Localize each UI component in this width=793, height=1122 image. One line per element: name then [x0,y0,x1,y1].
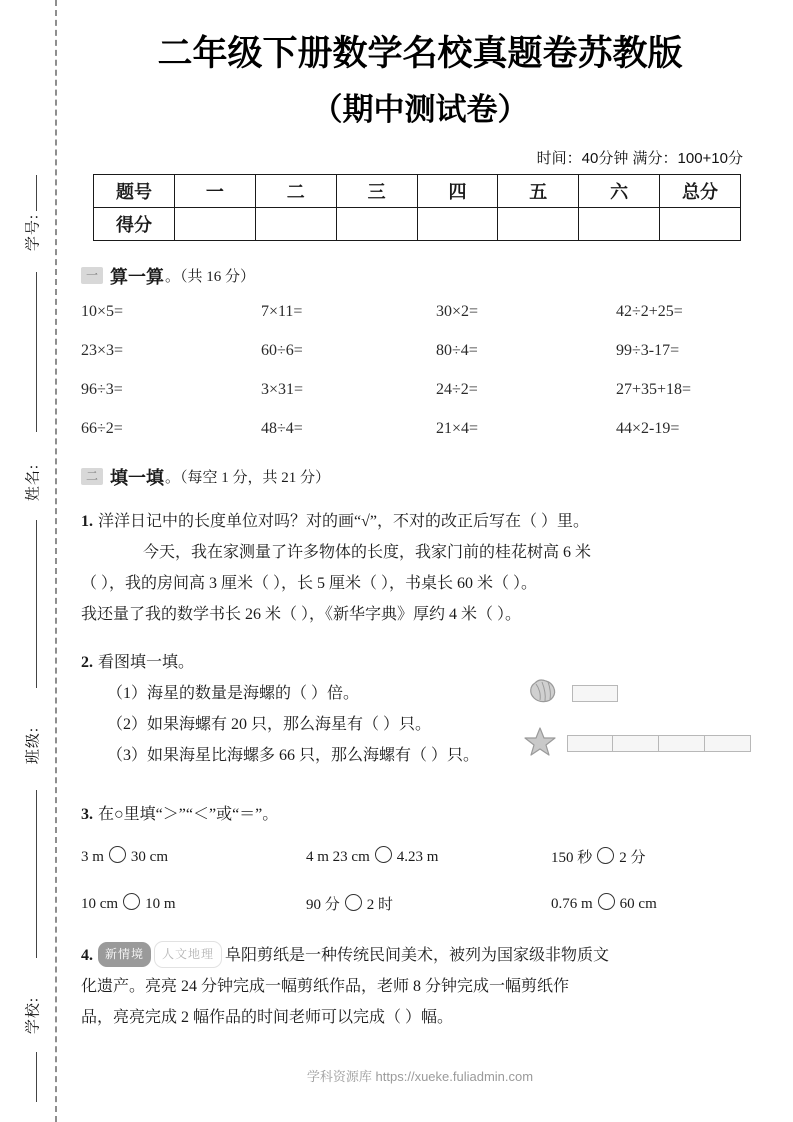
question-text: 看图填一填。 [98,653,195,671]
bar-segment [659,735,705,752]
score-table-col: 四 [417,174,498,207]
margin-label-student-id: 学号: [25,213,42,252]
starfish-row [521,726,751,761]
question-text: 我还量了我的数学书长 26 米（ ），《新华字典》厚约 4 米（ ）。 [81,606,522,624]
badge-new-context: 新情境 [98,942,151,967]
comparison-circle[interactable] [375,846,392,863]
question-number: 2. [81,653,93,671]
calc-problem[interactable]: 10×5= [81,302,124,320]
arithmetic-grid [81,303,765,438]
comparison-right: 60 cm [619,895,657,912]
cut-line [55,0,57,1122]
margin-rule [36,272,37,432]
conch-row [521,677,751,710]
calc-problem[interactable]: 99÷3-17= [616,341,680,359]
comparison-item[interactable] [306,846,551,867]
comparison-circle[interactable] [109,846,126,863]
comparison-left: 90 分 [306,896,340,913]
score-table-col: 总分 [660,174,741,207]
question-text: 品，亮亮完成 2 幅作品的时间老师可以完成（ ）幅。 [81,1009,454,1027]
calc-problem[interactable]: 48÷4= [261,419,303,437]
margin-label-class: 班级: [25,726,42,765]
bar-diagram [521,647,751,777]
question-subitem: （3）如果海星比海螺多 66 只，那么海螺有（ ）只。 [107,747,480,765]
question-2 [81,647,765,777]
score-table-col: 五 [498,174,579,207]
question-text: 今天，我在家测量了许多物体的长度，我家门前的桂花树高 6 米 [143,543,592,561]
score-cell[interactable] [579,207,660,240]
score-table-row-label: 题号 [94,174,175,207]
comparison-item[interactable] [551,846,765,867]
question-subitem: （1）海星的数量是海螺的（ ）倍。 [107,684,360,702]
question-3 [81,799,765,830]
question-1 [81,506,765,631]
calc-problem[interactable]: 3×31= [261,380,304,398]
section-score: 。（每空 1 分，共 21 分） [165,470,331,487]
calc-problem[interactable]: 7×11= [261,302,303,320]
question-text: 在○里填“＞”“＜”或“＝”。 [98,805,279,823]
question-subitem: （2）如果海螺有 20 只，那么海星有（ ）只。 [107,715,432,733]
comparison-circle[interactable] [345,894,362,911]
footer-brand: 学科资源库 [306,1069,372,1084]
section-number-badge: 一 [81,267,103,284]
question-text: （ ），我的房间高 3 厘米（ ），长 5 厘米（ ），书桌长 60 米（ ）。 [81,575,538,593]
calc-problem[interactable]: 21×4= [436,419,479,437]
bar-segment [613,735,659,752]
section-number-badge: 二 [81,468,103,485]
bar-segment [705,735,751,752]
score-table-row-label: 得分 [94,207,175,240]
starfish-bar [567,735,751,752]
comparison-right: 10 m [145,895,176,912]
page-title: 二年级下册数学名校真题卷苏教版 [157,34,683,73]
score-cell[interactable] [417,207,498,240]
calc-problem[interactable]: 27+35+18= [616,380,692,398]
margin-label-name: 姓名: [25,463,42,502]
comparison-left: 10 cm [81,895,119,912]
comparison-right: 2 时 [366,896,394,913]
table-row-scores [94,207,741,240]
question-text: 洋洋日记中的长度单位对吗？对的画“√”，不对的改正后写在（ ）里。 [98,512,589,530]
score-table-col: 二 [255,174,336,207]
table-row-header [94,174,741,207]
score-cell[interactable] [255,207,336,240]
comparison-left: 4 m 23 cm [306,848,370,865]
footer-watermark [75,1066,765,1085]
conch-bar [572,685,618,702]
score-table-col: 一 [175,174,256,207]
conch-icon [521,677,563,710]
section-header-two [81,464,765,490]
calc-problem[interactable]: 42÷2+25= [616,302,683,320]
calc-problem[interactable]: 30×2= [436,302,479,320]
calc-problem[interactable]: 80÷4= [436,341,478,359]
comparison-right: 2 分 [619,849,646,866]
score-table-col: 三 [336,174,417,207]
comparison-item[interactable] [306,893,551,914]
score-cell[interactable] [498,207,579,240]
calc-problem[interactable]: 66÷2= [81,419,123,437]
calc-problem[interactable]: 24÷2= [436,380,478,398]
comparison-item[interactable] [81,893,306,914]
score-cell[interactable] [660,207,741,240]
comparison-item[interactable] [551,893,765,914]
comparison-circle[interactable] [123,893,140,910]
score-cell[interactable] [336,207,417,240]
margin-label-school: 学校: [25,996,42,1035]
section-title: 算一算 [110,266,164,287]
comparison-left: 0.76 m [551,895,593,912]
comparison-grid [81,846,765,914]
comparison-item[interactable] [81,846,306,867]
calc-problem[interactable]: 60÷6= [261,341,303,359]
question-number: 3. [81,805,93,823]
score-table [93,174,741,241]
comparison-circle[interactable] [597,847,614,864]
section-title: 填一填 [110,467,164,488]
comparison-right: 4.23 m [396,848,439,865]
comparison-left: 150 秒 [551,849,593,866]
starfish-icon [521,726,558,761]
margin-rule [36,520,37,688]
calc-problem[interactable]: 23×3= [81,341,124,359]
score-cell[interactable] [175,207,256,240]
margin-rule [36,790,37,958]
comparison-left: 3 m [81,848,104,865]
exam-page [75,0,765,1122]
exam-meta: 时间：40分钟 满分：100+10分 [536,149,743,167]
question-number: 4. [81,946,93,964]
bar-segment [572,685,618,702]
footer-url: https://xueke.fuliadmin.com [375,1069,534,1084]
section-header-one [81,263,765,289]
bar-segment [567,735,613,752]
comparison-circle[interactable] [598,893,615,910]
calc-problem[interactable]: 96÷3= [81,380,123,398]
question-4 [81,940,765,1034]
question-text: 阜阳剪纸是一种传统民间美术，被列为国家级非物质文 [225,946,610,964]
comparison-right: 30 cm [130,848,168,865]
page-subtitle: （期中测试卷） [311,91,529,127]
score-table-col: 六 [579,174,660,207]
question-number: 1. [81,512,93,530]
badge-topic: 人文地理 [154,941,222,968]
section-score: 。（共 16 分） [165,269,256,286]
calc-problem[interactable]: 44×2-19= [616,419,680,437]
question-text: 化遗产。亮亮 24 分钟完成一幅剪纸作品，老师 8 分钟完成一幅剪纸作 [81,977,570,995]
